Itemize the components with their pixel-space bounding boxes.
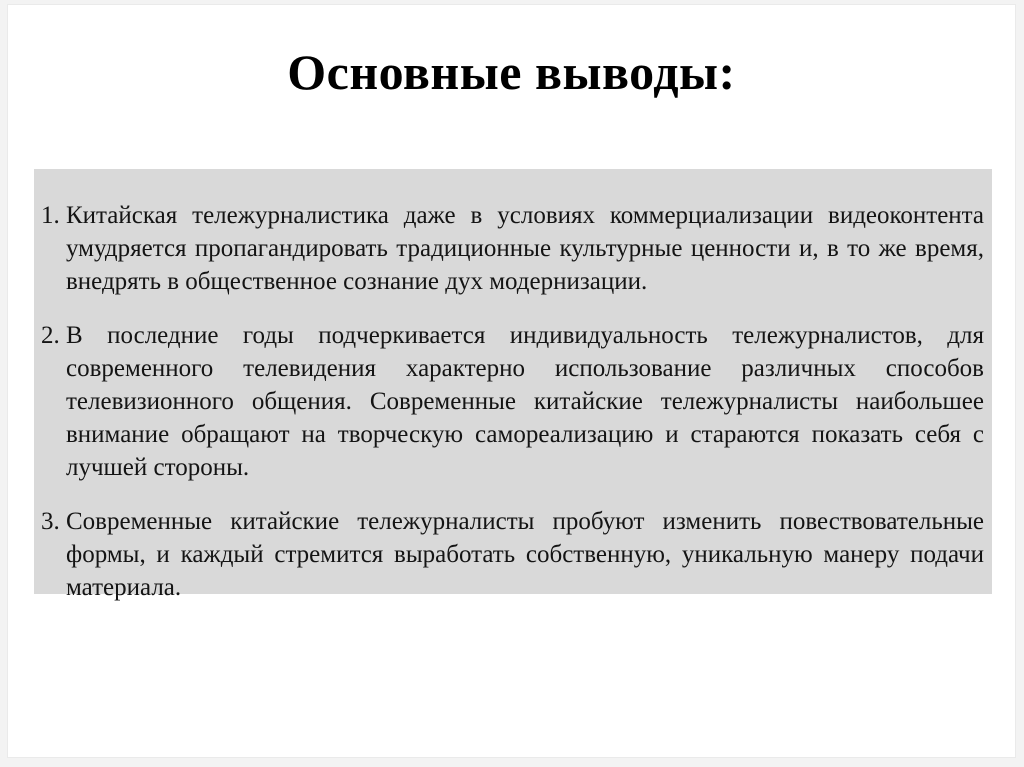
- list-item: [41, 505, 986, 604]
- item-number: 2.: [41, 322, 60, 349]
- list-item: [41, 199, 986, 298]
- slide-title: Основные выводы:: [287, 44, 736, 100]
- item-text: В последние годы подчеркивается индивидуальность тележурналистов, для современного телевидения характерно использование различных способов телевизионного общения. Современные китайские тележурналисты наибольшее внимание обращают на творческую самореализацию и стараются показать себя с лучшей стороны.: [66, 322, 984, 481]
- list-item: [41, 319, 986, 484]
- conclusions-list: [41, 199, 986, 604]
- item-number: 1.: [41, 202, 60, 229]
- item-text: Современные китайские тележурналисты пробуют изменить повествовательные формы, и каждый стремится выработать собственную, уникальную манеру подачи материала.: [66, 508, 984, 601]
- item-number: 3.: [41, 508, 60, 535]
- presentation-slide: [7, 4, 1016, 758]
- item-text: Китайская тележурналистика даже в условиях коммерциализации видеоконтента умудряется пропагандировать традиционные культурные ценности и, в то же время, внедрять в общественное сознание дух модернизации.: [66, 202, 984, 295]
- conclusions-box: [34, 169, 992, 601]
